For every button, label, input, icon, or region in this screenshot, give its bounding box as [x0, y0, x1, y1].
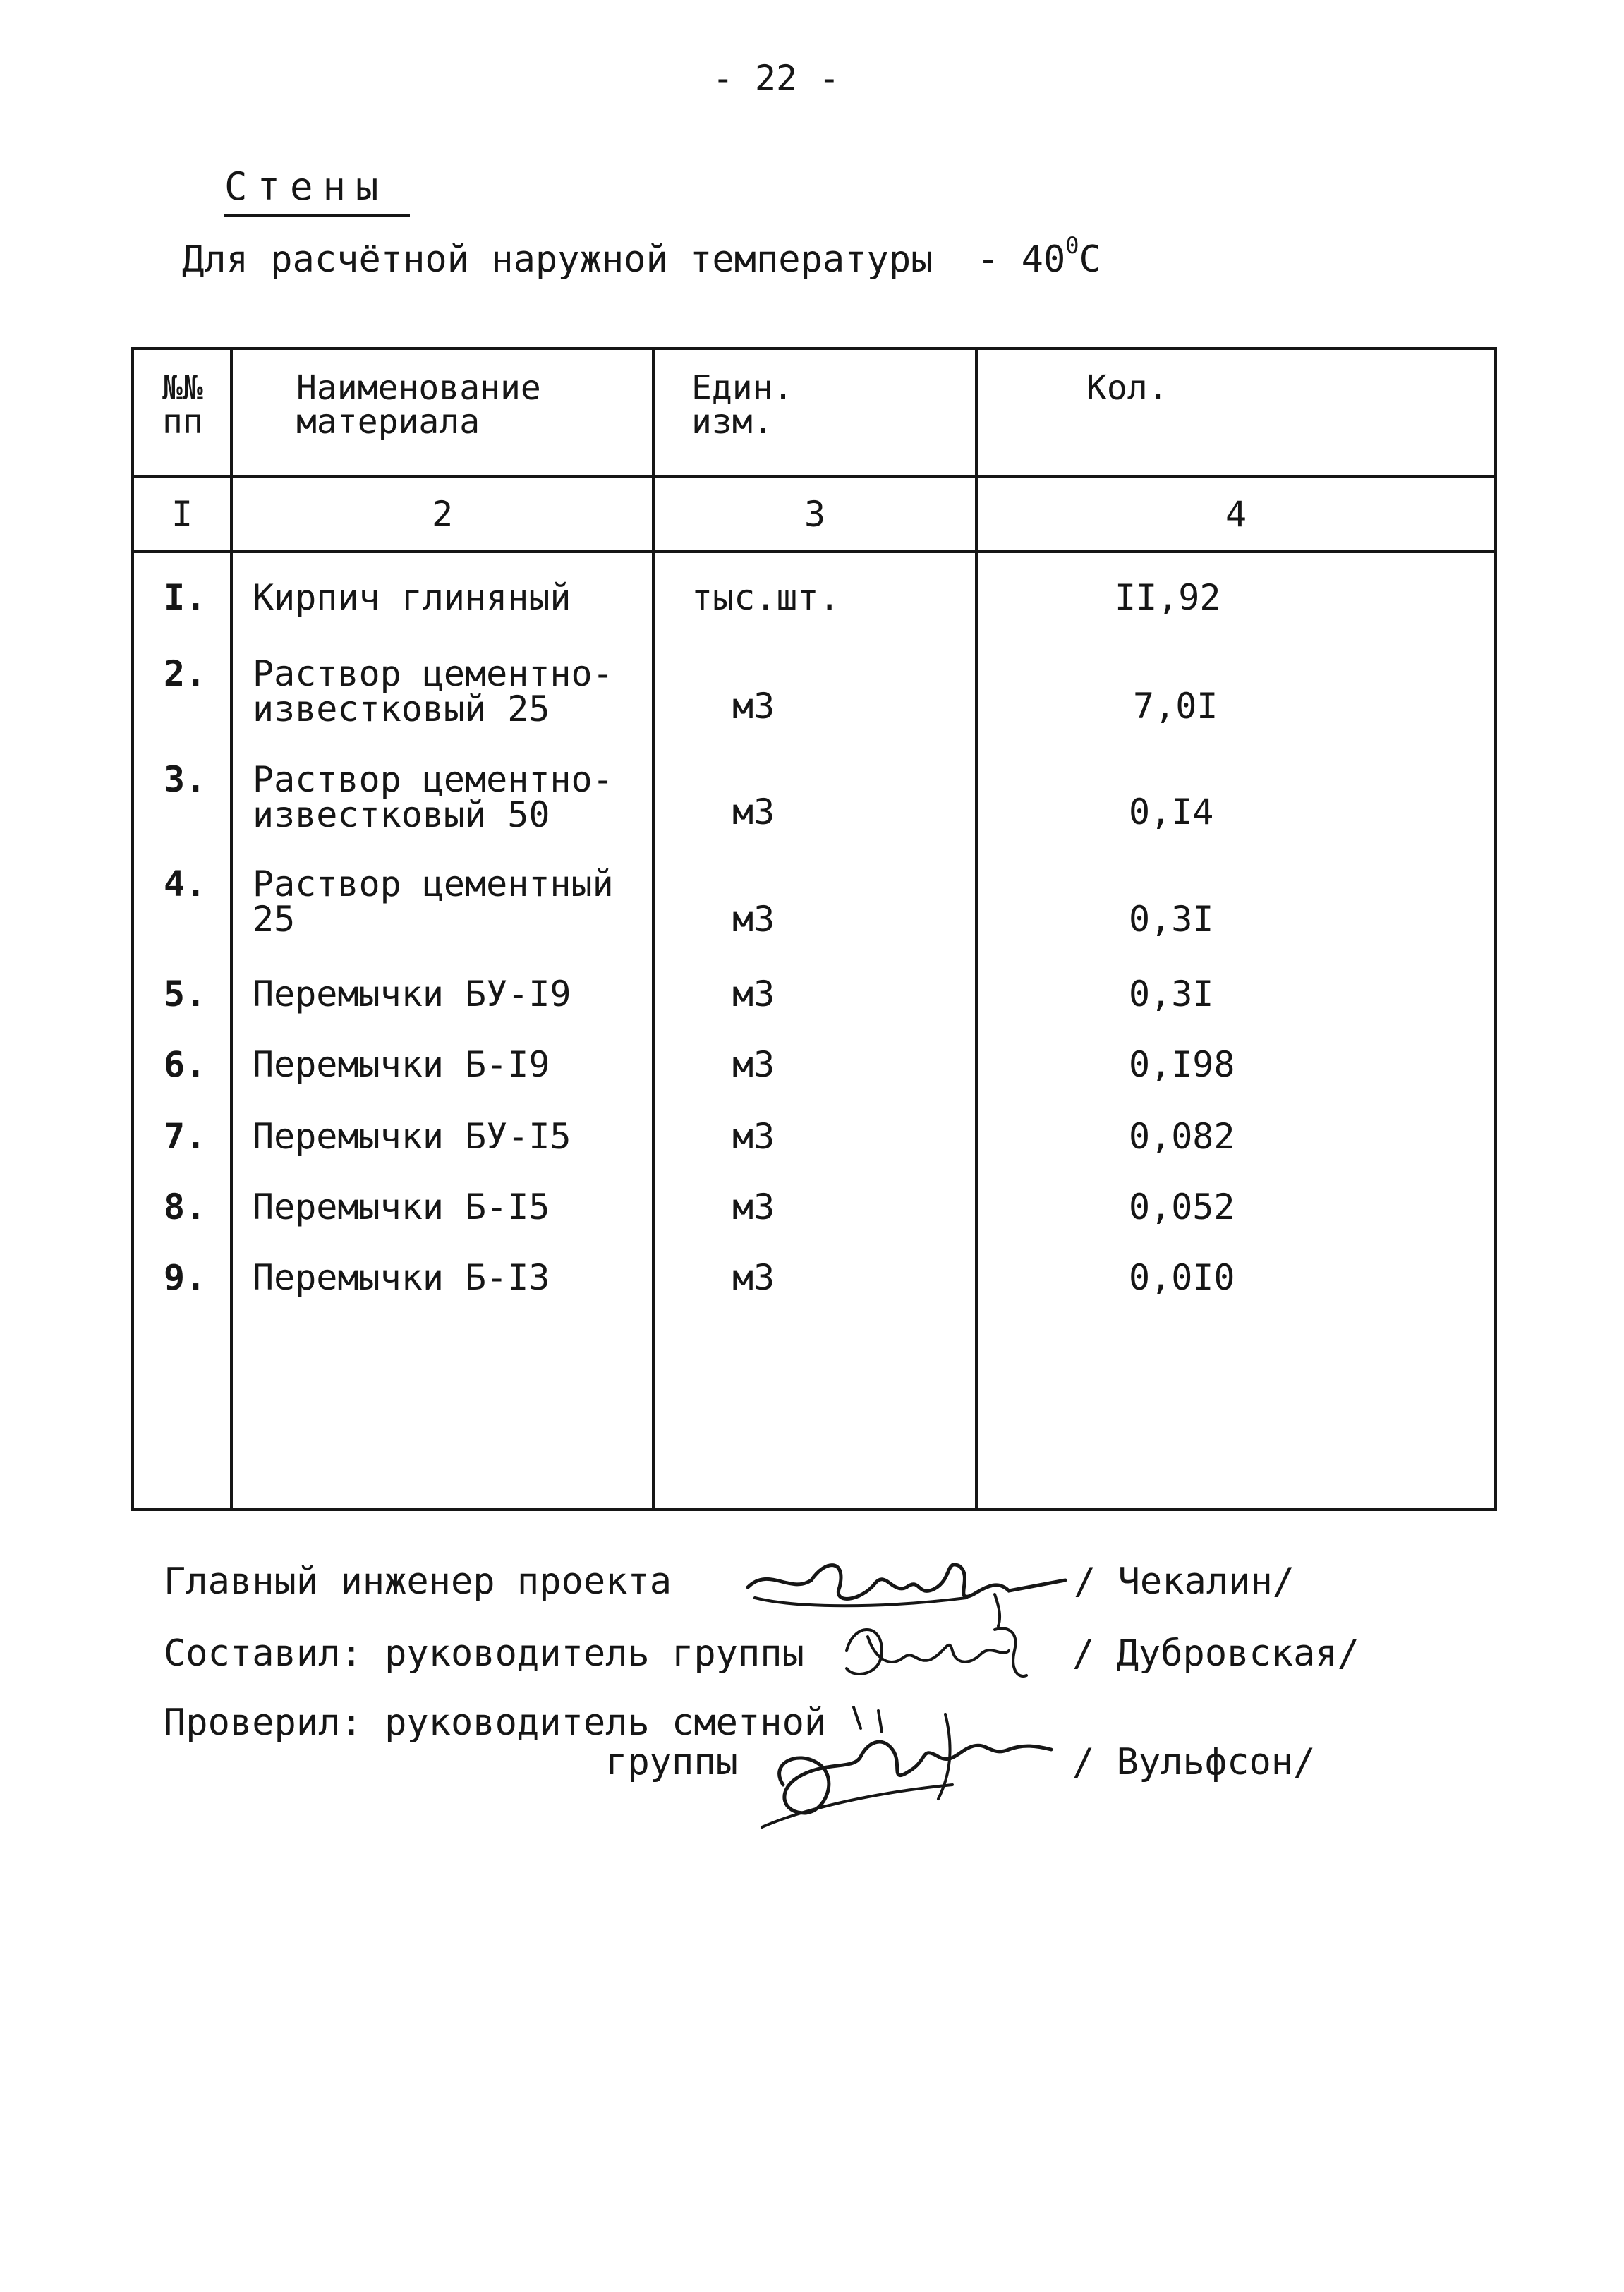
table-row-6-name: Перемычки Б-I9 — [253, 1044, 550, 1085]
header-material: Наименование материала — [296, 368, 541, 442]
subtitle-text: Для расчётной наружной температуры - 40 — [182, 238, 1066, 281]
colnum-2: 2 — [431, 494, 454, 535]
signature-compiled-role: Составил: руководитель группы — [164, 1632, 804, 1675]
signature-compiled-name: / Дубровская/ — [1072, 1632, 1359, 1675]
table-row-5-qty: 0,3I — [1129, 974, 1214, 1014]
table-row-1-unit: тыс.шт. — [691, 577, 840, 618]
table-row-3-unit: м3 — [732, 792, 775, 832]
table-row-9-qty: 0,0I0 — [1129, 1257, 1235, 1298]
table-row-9-name: Перемычки Б-I3 — [253, 1257, 550, 1298]
section-title: Стены — [224, 164, 410, 217]
table-row-1-qty: II,92 — [1115, 577, 1221, 618]
table-row-2-qty: 7,0I — [1133, 686, 1218, 727]
header-unit: Един. изм. — [691, 368, 794, 442]
table-row-4-unit: м3 — [732, 899, 775, 940]
table-row-5-name: Перемычки БУ-I9 — [253, 974, 571, 1014]
handwritten-signature-checked — [741, 1679, 1065, 1855]
signature-chief-role: Главный инженер проекта — [164, 1560, 672, 1603]
table-row-3-qty: 0,I4 — [1129, 792, 1214, 832]
table-row-9-unit: м3 — [732, 1257, 775, 1298]
table-row-7-name: Перемычки БУ-I5 — [253, 1116, 571, 1157]
table-row-5-no: 5. — [164, 974, 207, 1014]
table-row-8-unit: м3 — [732, 1187, 775, 1227]
table-row-6-no: 6. — [164, 1044, 207, 1085]
table-row-4-qty: 0,3I — [1129, 899, 1214, 940]
subtitle-degree: 0 — [1065, 232, 1079, 259]
table-row-8-no: 8. — [164, 1187, 207, 1227]
signature-checked-name: / Вульфсон/ — [1072, 1741, 1316, 1783]
table-row-8-qty: 0,052 — [1129, 1187, 1235, 1227]
colnum-3: 3 — [804, 494, 826, 535]
materials-table — [131, 347, 1497, 1511]
table-row-2-no: 2. — [164, 653, 207, 694]
header-quantity: Кол. — [1086, 368, 1168, 408]
header-number: №№ пп — [162, 368, 203, 442]
table-row-7-unit: м3 — [732, 1116, 775, 1157]
table-row-6-qty: 0,I98 — [1129, 1044, 1235, 1085]
signature-checked-role: Проверил: руководитель сметной группы — [164, 1702, 827, 1783]
table-row-3-name: Раствор цементно- известковый 50 — [253, 759, 614, 835]
table-rule-colnums — [134, 550, 1494, 553]
table-rule-header — [134, 475, 1494, 478]
table-row-9-no: 9. — [164, 1257, 207, 1298]
table-row-8-name: Перемычки Б-I5 — [253, 1187, 550, 1227]
signature-chief-name: / Чекалин/ — [1074, 1560, 1295, 1603]
table-row-4-name: Раствор цементный 25 — [253, 863, 614, 940]
table-row-3-no: 3. — [164, 759, 207, 800]
table-row-1-no: I. — [164, 577, 207, 618]
table-row-5-unit: м3 — [732, 974, 775, 1014]
table-row-7-no: 7. — [164, 1116, 207, 1157]
table-row-6-unit: м3 — [732, 1044, 775, 1085]
table-row-7-qty: 0,082 — [1129, 1116, 1235, 1157]
section-subtitle — [182, 232, 1101, 281]
table-row-2-unit: м3 — [732, 686, 775, 727]
colnum-4: 4 — [1225, 494, 1247, 535]
colnum-1: I — [171, 494, 193, 535]
table-row-1-name: Кирпич глиняный — [253, 577, 571, 618]
page-number: - 22 - — [712, 58, 840, 99]
table-row-4-no: 4. — [164, 863, 207, 904]
table-row-2-name: Раствор цементно- известковый 25 — [253, 653, 614, 729]
subtitle-unit: C — [1079, 238, 1101, 281]
